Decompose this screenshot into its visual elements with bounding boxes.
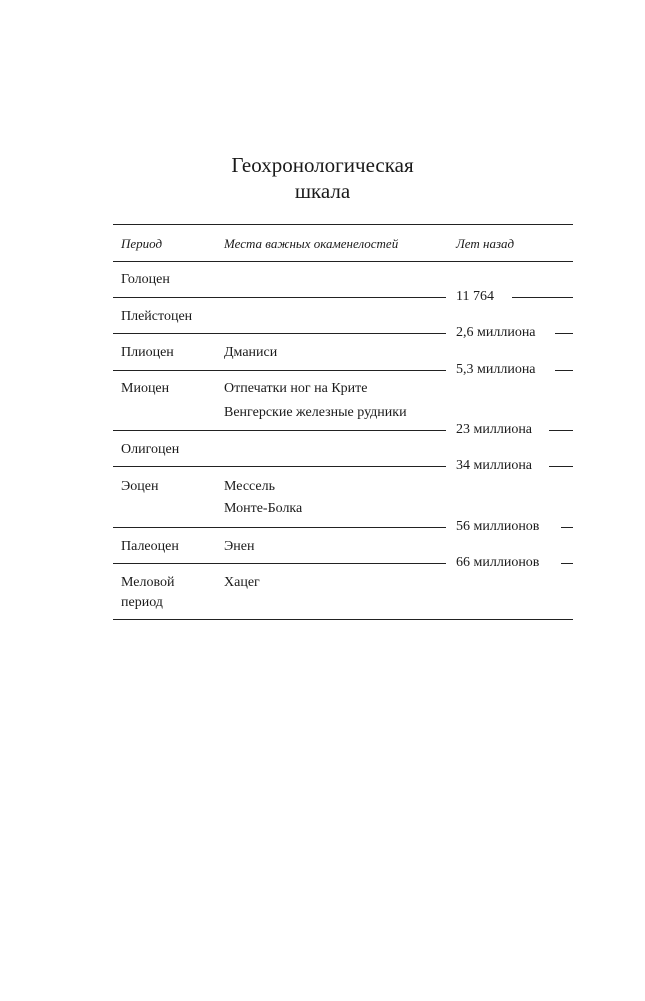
row-divider (113, 333, 446, 334)
row-divider (113, 527, 446, 528)
row-divider (113, 370, 446, 371)
row-divider (113, 466, 446, 467)
age-label: 66 миллионов (456, 555, 540, 570)
age-tick (555, 370, 573, 371)
site-enen: Энен (224, 539, 255, 554)
age-tick (561, 527, 573, 528)
table-bottom-rule (113, 619, 573, 620)
header-rule (113, 261, 573, 262)
period-cretaceous-line2: период (121, 595, 163, 610)
site-dmanisi: Дманиси (224, 345, 278, 360)
age-tick (549, 430, 573, 431)
header-years: Лет назад (456, 236, 515, 251)
age-label: 11 764 (456, 289, 494, 304)
period-paleocene: Палеоцен (121, 539, 179, 554)
age-label: 2,6 миллиона (456, 325, 536, 340)
row-divider (113, 297, 446, 298)
site-hateg: Хацег (224, 575, 260, 590)
header-sites: Места важных окаменелостей (224, 236, 399, 251)
period-pliocene: Плиоцен (121, 345, 174, 360)
period-holocene: Голоцен (121, 272, 170, 287)
age-tick (549, 466, 573, 467)
header-period: Период (121, 236, 163, 251)
age-label: 23 миллиона (456, 422, 533, 437)
period-pleistocene: Плейстоцен (121, 309, 193, 324)
age-tick (512, 297, 573, 298)
age-label: 34 миллиона (456, 458, 533, 473)
site-crete-footprints: Отпечатки ног на Крите (224, 381, 368, 396)
age-label: 5,3 миллиона (456, 362, 536, 377)
site-messel: Мессель (224, 479, 276, 494)
period-eocene: Эоцен (121, 479, 159, 494)
period-miocene: Миоцен (121, 381, 170, 396)
site-hungarian-mines: Венгерские железные рудники (224, 405, 407, 420)
table-top-rule (113, 224, 573, 225)
period-cretaceous: Меловой (121, 575, 175, 590)
title-line-1: Геохронологическая (231, 153, 414, 177)
title-line-2: шкала (294, 179, 351, 203)
age-tick (555, 333, 573, 334)
row-divider (113, 430, 446, 431)
period-oligocene: Олигоцен (121, 442, 180, 457)
age-tick (561, 563, 573, 564)
site-monte-bolca: Монте-Болка (224, 501, 303, 516)
row-divider (113, 563, 446, 564)
age-label: 56 миллионов (456, 519, 540, 534)
